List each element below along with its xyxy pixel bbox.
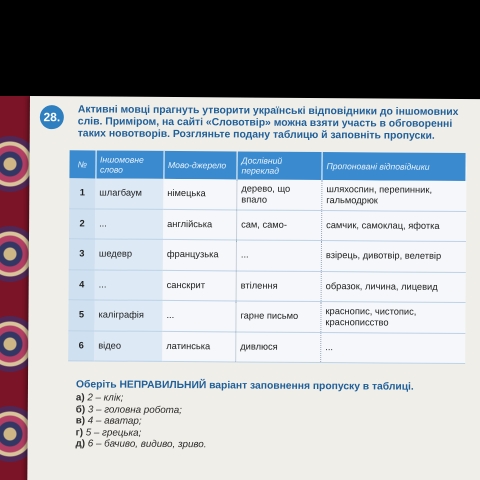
- row-number: 3: [69, 239, 95, 270]
- answer-text: 5 – грецька;: [85, 427, 142, 439]
- table-row: [68, 300, 465, 333]
- answer-option: [76, 392, 207, 405]
- answer-text: 3 – головна робота;: [87, 404, 182, 416]
- foreign-word: шедевр: [95, 239, 163, 270]
- answer-letter: б): [75, 403, 86, 415]
- source-language: ...: [162, 300, 236, 331]
- table-row: [68, 330, 465, 363]
- header-foreign-word: Іншомовне слово: [95, 150, 163, 178]
- row-number: 1: [69, 178, 95, 208]
- foreign-word: ...: [95, 269, 163, 300]
- foreign-word: шлагбаум: [95, 178, 163, 208]
- header-literal-translation: Дослівний переклад: [237, 151, 322, 180]
- exercise-task: Активні мовці прагнуть утворити українські відповідники до іншомовних слів. Приміром, на сайті «Словотвір» можна взяти участь в обговоренні таких новотворів. Розгляньте подану таблицю й заповніть пропуски.: [77, 104, 459, 142]
- proposed-equivalents: образок, личина, лицевид: [321, 271, 465, 303]
- source-language: французька: [163, 239, 237, 270]
- source-language: англійська: [163, 209, 237, 240]
- foreign-word: каліграфія: [94, 300, 162, 331]
- answer-letter: д): [75, 438, 86, 450]
- answer-options: [76, 392, 207, 451]
- proposed-equivalents: взірець, дивотвір, велетвір: [321, 241, 465, 273]
- answer-text: 4 – аватар;: [87, 415, 142, 427]
- proposed-equivalents: самчик, самоклац, яфотка: [321, 210, 465, 242]
- table-row: [69, 269, 466, 302]
- source-language: санскрит: [163, 270, 237, 301]
- literal-translation: втілення: [236, 270, 321, 301]
- literal-translation: дерево, що впало: [237, 179, 322, 210]
- proposed-equivalents: шляхоспин, перепинник, гальмодрюк: [322, 180, 466, 211]
- literal-translation: гарне письмо: [236, 301, 321, 332]
- answer-option: [76, 427, 207, 440]
- literal-translation: сам, само-: [237, 209, 322, 240]
- row-number: 4: [69, 269, 95, 300]
- row-number: 6: [68, 330, 94, 361]
- question-text: Оберіть НЕПРАВИЛЬНИЙ варіант заповнення пропуску в таблиці.: [75, 379, 414, 393]
- foreign-word: ...: [95, 208, 163, 239]
- table-row: [69, 208, 466, 241]
- literal-translation: ...: [236, 240, 321, 271]
- row-number: 5: [68, 300, 94, 331]
- answer-text: 2 – клік;: [87, 392, 124, 404]
- proposed-equivalents: ...: [321, 332, 465, 364]
- foreign-word: відео: [94, 330, 162, 361]
- answer-option: [76, 404, 207, 417]
- textbook-page: [27, 96, 480, 480]
- table-row: [69, 239, 466, 272]
- row-number: 2: [69, 208, 95, 239]
- answer-option: [76, 416, 207, 429]
- header-source-language: Мово-джерело: [163, 151, 237, 180]
- answer-option: [76, 439, 207, 452]
- answer-letter: г): [75, 427, 84, 439]
- answer-text: 6 – бачиво, видиво, зриво.: [87, 438, 207, 451]
- source-language: латинська: [162, 331, 236, 362]
- table-row: [69, 178, 466, 211]
- header-number: №: [69, 150, 95, 178]
- words-table: [68, 150, 466, 364]
- proposed-equivalents: краснопис, чистопис, краснописство: [321, 302, 465, 334]
- literal-translation: дивлюся: [236, 331, 321, 362]
- source-language: німецька: [163, 179, 237, 210]
- table-header-row: [69, 150, 466, 181]
- header-proposed-equivalents: Пропоновані відповідники: [322, 152, 466, 181]
- answer-letter: в): [75, 415, 86, 427]
- exercise-number: 28.: [40, 105, 64, 129]
- answer-letter: а): [75, 392, 85, 404]
